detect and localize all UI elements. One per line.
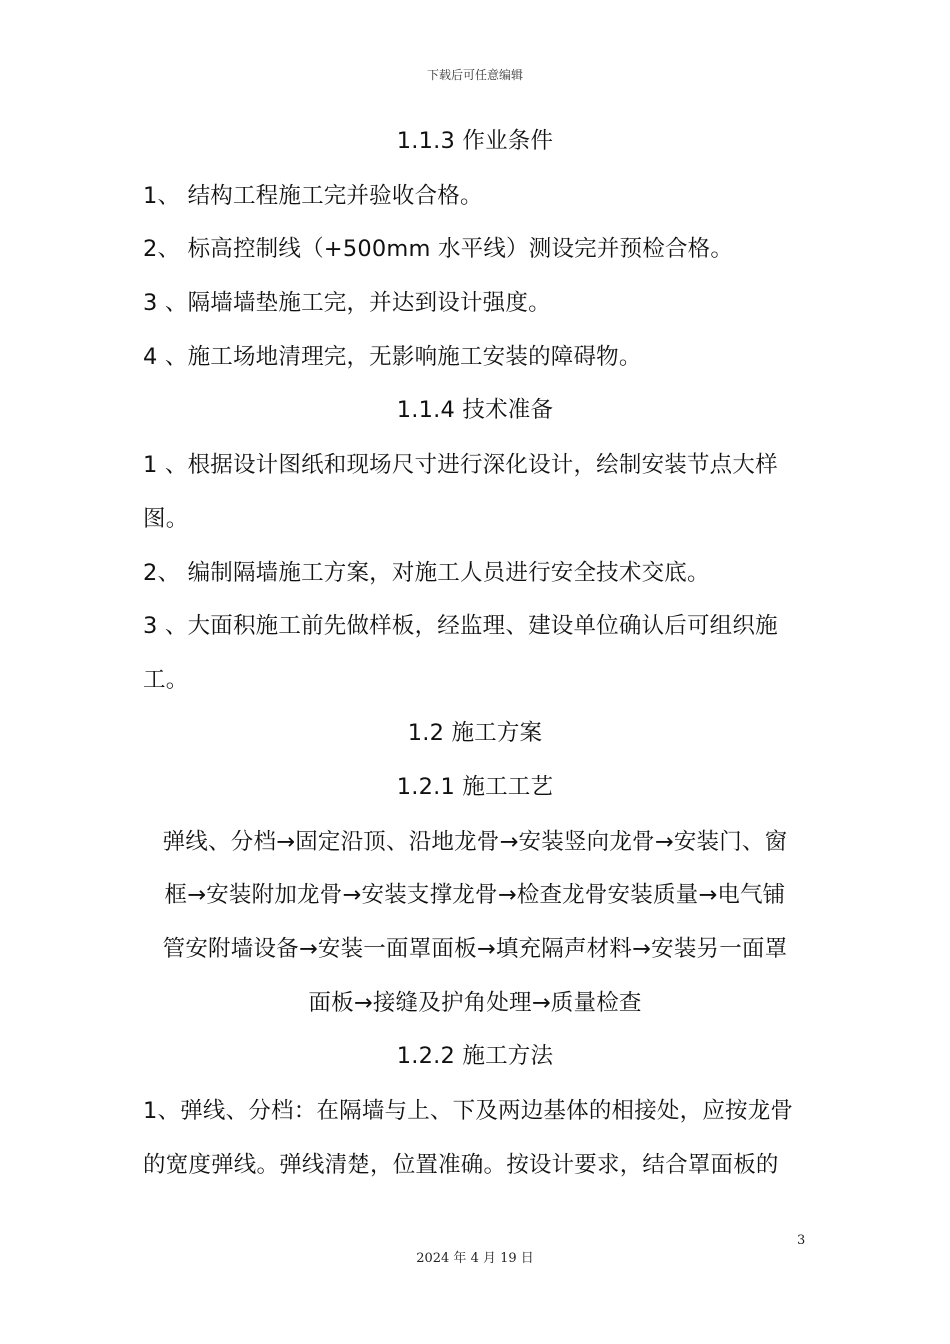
paragraph-line: 的宽度弹线。弹线清楚，位置准确。按设计要求，结合罩面板的: [143, 1152, 779, 1178]
process-flow-line: 弹线、分档→固定沿顶、沿地龙骨→安装竖向龙骨→安装门、窗: [162, 829, 788, 855]
paragraph-line: 1、弹线、分档：在隔墙与上、下及两边基体的相接处，应按龙骨: [143, 1098, 794, 1124]
process-flow-line: 框→安装附加龙骨→安装支撑龙骨→检查龙骨安装质量→电气铺: [164, 882, 786, 908]
page-header: 下载后可任意编辑: [426, 68, 523, 82]
paragraph-line: 3 、隔墙墙垫施工完，并达到设计强度。: [143, 290, 551, 316]
paragraph-line: 2、 标高控制线（+500mm 水平线）测设完并预检合格。: [143, 236, 734, 262]
paragraph-line: 3 、大面积施工前先做样板，经监理、建设单位确认后可组织施: [143, 613, 778, 639]
section-heading-1-2: 1.2 施工方案: [407, 720, 543, 746]
paragraph-line: 图。: [143, 506, 189, 532]
process-flow-line: 管安附墙设备→安装一面罩面板→填充隔声材料→安装另一面罩: [162, 936, 788, 962]
section-heading-1-2-1: 1.2.1 施工工艺: [396, 774, 554, 800]
section-heading-1-2-2: 1.2.2 施工方法: [396, 1043, 554, 1069]
page-footer-date: 2024 年 4 月 19 日: [416, 1251, 534, 1266]
section-heading-1-1-4: 1.1.4 技术准备: [396, 397, 554, 423]
process-flow-line: 面板→接缝及护角处理→质量检查: [308, 990, 642, 1016]
paragraph-line: 工。: [143, 667, 189, 693]
paragraph-line: 2、 编制隔墙施工方案，对施工人员进行安全技术交底。: [143, 560, 710, 586]
paragraph-line: 1、 结构工程施工完并验收合格。: [143, 183, 483, 209]
page-number: 3: [797, 1233, 806, 1248]
paragraph-line: 4 、施工场地清理完，无影响施工安装的障碍物。: [143, 344, 642, 370]
paragraph-line: 1 、根据设计图纸和现场尺寸进行深化设计，绘制安装节点大样: [143, 452, 778, 478]
section-heading-1-1-3: 1.1.3 作业条件: [396, 128, 554, 154]
